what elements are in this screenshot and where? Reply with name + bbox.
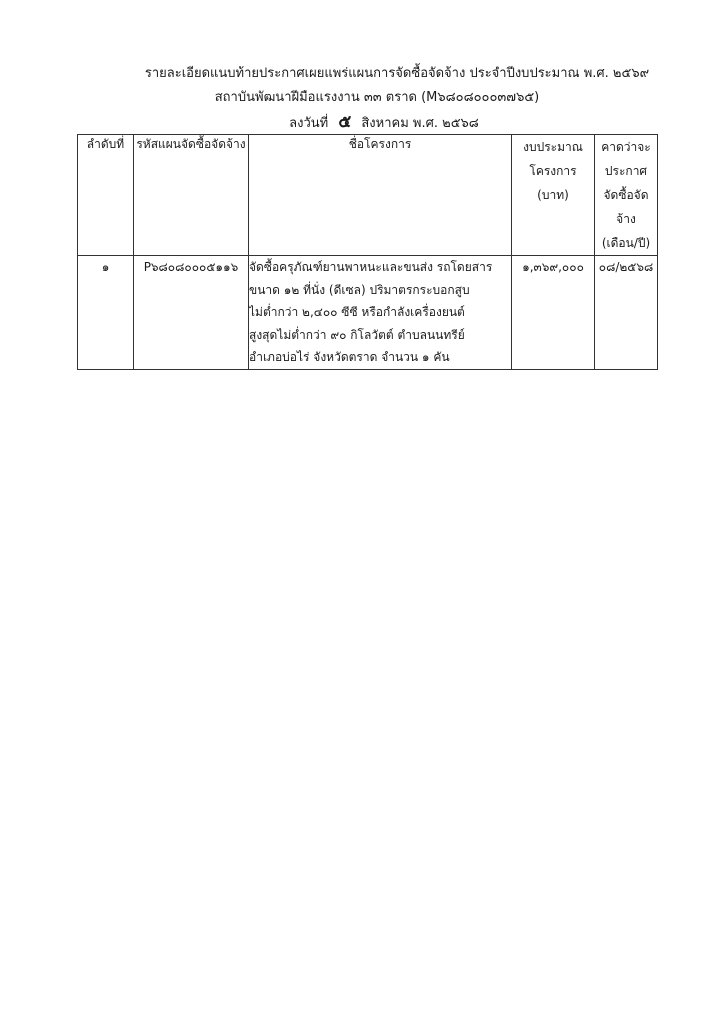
row-project-name <box>249 256 512 370</box>
header-announce-line: ประกาศ <box>604 164 648 178</box>
header-budget-line: โครงการ (บาท) <box>529 164 577 202</box>
row-announce-date: ๐๘/๒๕๖๘ <box>595 256 658 370</box>
header-announce-line: (เดือน/ปี) <box>601 236 651 250</box>
header-date-day: ๕ <box>338 112 352 132</box>
header-title: รายละเอียดแนบท้ายประกาศเผยแพร่แผนการจัดซื้อจัดจ้าง ประจำปีงบประมาณ พ.ศ. ๒๕๖๙ <box>144 66 650 81</box>
row-budget: ๑,๓๖๙,๐๐๐ <box>512 256 595 370</box>
procurement-table <box>77 134 658 370</box>
header-date-suffix: สิงหาคม พ.ศ. ๒๕๖๘ <box>361 116 479 131</box>
header-project-name: ชื่อโครงการ <box>249 135 512 256</box>
document-header <box>0 62 724 136</box>
project-line: สูงสุดไม่ต่ำกว่า ๙๐ กิโลวัตต์ ตำบลนนทรีย์ <box>249 327 465 342</box>
header-plan-code: รหัสแผนจัดซื้อจัดจ้าง <box>134 135 249 256</box>
header-announce-line: จัดซื้อจัด <box>603 188 649 202</box>
header-date-prefix: ลงวันที่ <box>289 116 329 131</box>
header-announce-line: จ้าง <box>616 212 636 226</box>
header-announce-line: คาดว่าจะ <box>601 140 651 154</box>
header-agency: สถาบันพัฒนาฝีมือแรงงาน ๓๓ ตราด (M๖๘๐๘๐๐๐๓๗๖๕) <box>214 90 540 105</box>
table-row <box>78 256 658 370</box>
header-budget <box>512 135 595 256</box>
table-header-row <box>78 135 658 256</box>
header-announce <box>595 135 658 256</box>
project-line: ขนาด ๑๒ ที่นั่ง (ดีเซล) ปริมาตรกระบอกสูบ <box>249 282 470 297</box>
header-budget-line: งบประมาณ <box>523 140 583 154</box>
header-date <box>0 110 724 136</box>
header-no: ลำดับที่ <box>78 135 134 256</box>
project-line: อำเภอบ่อไร่ จังหวัดตราด จำนวน ๑ คัน <box>249 350 450 364</box>
row-no: ๑ <box>78 256 134 370</box>
row-plan-code: P๖๘๐๘๐๐๐๕๑๑๖ <box>134 256 249 370</box>
project-line: ไม่ต่ำกว่า ๒,๔๐๐ ซีซี หรือกำลังเครื่องยนต์ <box>249 305 465 319</box>
project-line: จัดซื้อครุภัณฑ์ยานพาหนะและขนส่ง รถโดยสาร <box>249 260 493 274</box>
